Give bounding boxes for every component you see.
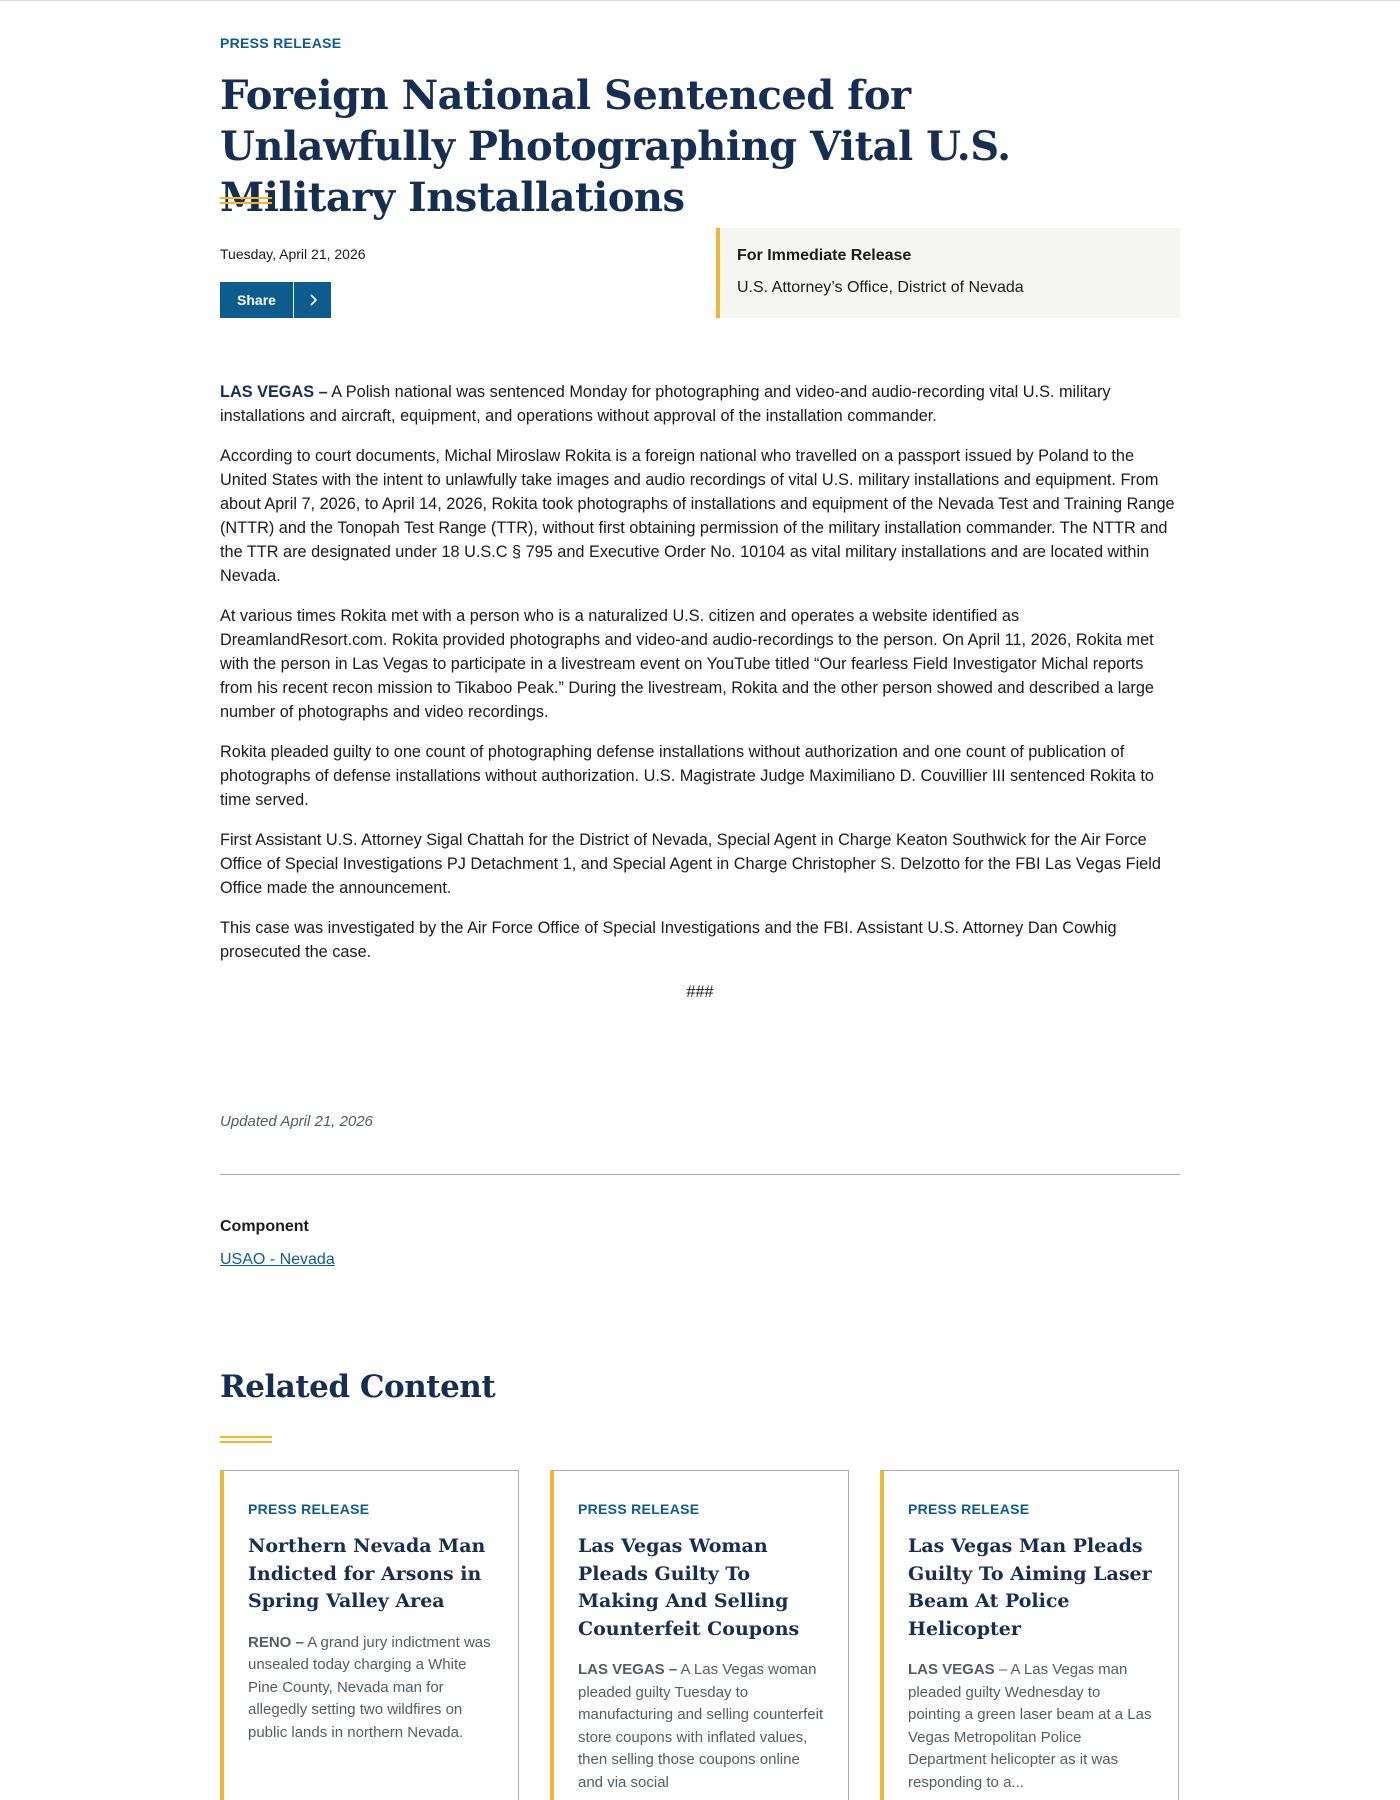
card-type-label: PRESS RELEASE bbox=[578, 1501, 700, 1517]
card-title-link[interactable]: Las Vegas Man Pleads Guilty To Aiming Laser Beam At Police Helicopter bbox=[908, 1535, 1152, 1640]
card-type-label: PRESS RELEASE bbox=[248, 1501, 370, 1517]
card-summary: RENO – A grand jury indictment was unsealed today charging a White Pine County, Nevada man for allegedly setting two wildfires on public lands in northern Nevada. bbox=[248, 1633, 491, 1741]
card-dateline: LAS VEGAS – bbox=[578, 1661, 678, 1678]
card-dateline: LAS VEGAS bbox=[908, 1661, 995, 1678]
card-title-link[interactable]: Northern Nevada Man Indicted for Arsons in Spring Valley Area bbox=[248, 1535, 486, 1612]
article-paragraph: First Assistant U.S. Attorney Sigal Chattah for the District of Nevada, Special Agent in Charge Keaton Southwick for the Air Force Office of Special Investigations PJ Detachment 1, and Special Agent in Charge Christopher S. Delzotto for the FBI Las Vegas Field Office made the announcement. bbox=[220, 831, 1161, 897]
release-info-box bbox=[716, 228, 1180, 318]
chevron-right-icon bbox=[294, 294, 331, 306]
share-button[interactable] bbox=[220, 282, 331, 318]
article-paragraph: This case was investigated by the Air Force Office of Special Investigations and the FBI. Assistant U.S. Attorney Dan Cowhig prosecuted the case. bbox=[220, 919, 1117, 961]
updated-date: Updated April 21, 2026 bbox=[220, 1113, 373, 1130]
article-body bbox=[220, 380, 1180, 1020]
card-title-link[interactable]: Las Vegas Woman Pleads Guilty To Making And Selling Counterfeit Coupons bbox=[578, 1535, 800, 1640]
article-paragraph: According to court documents, Michal Miroslaw Rokita is a foreign national who travelled on a passport issued by Poland to the United States with the intent to unlawfully take images and audio recordings of vital U.S. military installations and equipment. From about April 7, 2026, to April 14, 2026, Rokita took photographs of installations and equipment of the Nevada Test and Training Range (NTTR) and the Tonopah Test Range (TTR), without first obtaining permission of the military installation commander. The NTTR and the TTR are designated under 18 U.S.C § 795 and Executive Order No. 10104 as vital military installations and are located within Nevada. bbox=[220, 447, 1175, 585]
section-divider bbox=[220, 1174, 1180, 1175]
release-heading: For Immediate Release bbox=[737, 247, 912, 264]
top-border bbox=[0, 0, 1400, 1]
share-divider bbox=[293, 282, 294, 318]
component-heading: Component bbox=[220, 1218, 309, 1235]
related-cards bbox=[220, 1470, 1180, 1800]
article-paragraph: LAS VEGAS – A Polish national was sentenced Monday for photographing and video-and audio-recording vital U.S. military installations and aircraft, equipment, and operations without approval of the installation commander. bbox=[220, 383, 1111, 425]
card-type-label: PRESS RELEASE bbox=[908, 1501, 1030, 1517]
related-card bbox=[220, 1470, 519, 1800]
article-type-label: PRESS RELEASE bbox=[220, 35, 342, 51]
dateline: LAS VEGAS – bbox=[220, 383, 328, 401]
card-dateline: RENO – bbox=[248, 1633, 304, 1651]
page-title: Foreign National Sentenced for Unlawfully Photographing Vital U.S. Military Installations bbox=[220, 72, 1011, 221]
related-accent-rule bbox=[220, 1436, 272, 1443]
related-card bbox=[550, 1470, 849, 1800]
publish-date: Tuesday, April 21, 2026 bbox=[220, 246, 366, 262]
share-button-label: Share bbox=[237, 292, 276, 308]
card-summary: LAS VEGAS – A Las Vegas woman pleaded guilty Tuesday to manufacturing and selling counterfeit store coupons with inflated values, then selling those coupons online and via social bbox=[578, 1661, 824, 1791]
title-accent-rule bbox=[220, 197, 272, 204]
article-paragraph: Rokita pleaded guilty to one count of photographing defense installations without authorization and one count of publication of photographs of defense installations without authorization. U.S. Magistrate Judge Maximiliano D. Couvillier III sentenced Rokita to time served. bbox=[220, 743, 1154, 809]
article-paragraph: At various times Rokita met with a person who is a naturalized U.S. citizen and operates a website identified as DreamlandResort.com. Rokita provided photographs and video-and audio-recordings to the person. On April 11, 2026, Rokita met with the person in Las Vegas to participate in a livestream event on YouTube titled “Our fearless Field Investigator Michal reports from his recent recon mission to Tikaboo Peak.” During the livestream, Rokita and the other person showed and described a large number of photographs and video recordings. bbox=[220, 607, 1154, 721]
related-content-heading: Related Content bbox=[220, 1369, 496, 1405]
related-card bbox=[880, 1470, 1179, 1800]
end-marker: ### bbox=[686, 983, 714, 1001]
release-source: U.S. Attorney’s Office, District of Nevada bbox=[737, 279, 1024, 296]
card-summary: LAS VEGAS – A Las Vegas man pleaded guilty Wednesday to pointing a green laser beam at a Las Vegas Metropolitan Police Department helicopter as it was responding to a... bbox=[908, 1661, 1152, 1791]
component-link[interactable]: USAO - Nevada bbox=[220, 1251, 335, 1268]
